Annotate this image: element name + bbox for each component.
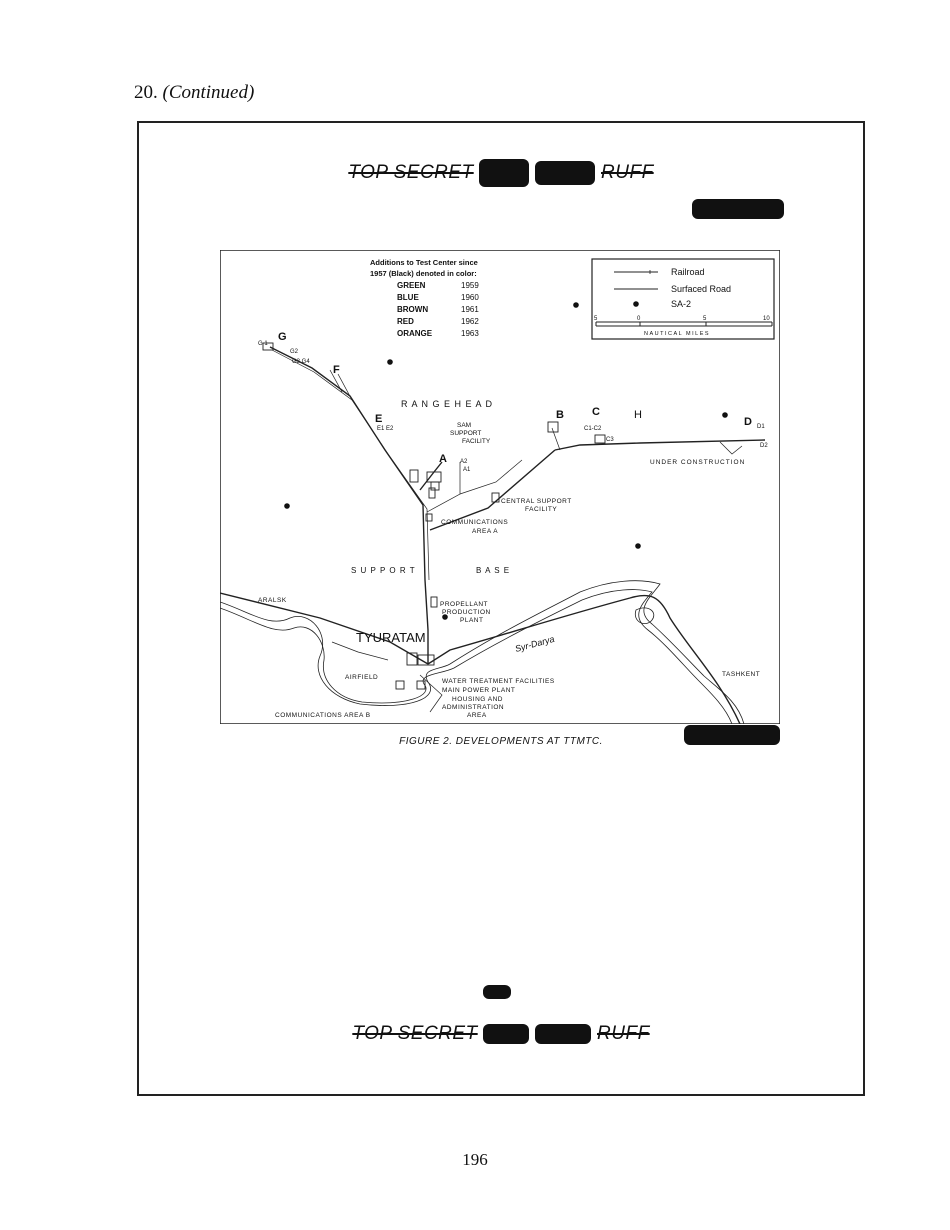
document-frame: [137, 121, 865, 1096]
classification-codeword: RUFF: [601, 162, 654, 184]
label-F: F: [333, 364, 340, 376]
label-tashkent: TASHKENT: [722, 671, 761, 678]
legend-color: BLUE: [397, 293, 419, 302]
label-sam: SAM: [457, 422, 472, 429]
roads: [272, 350, 742, 712]
label-water: WATER TREATMENT FACILITIES: [442, 678, 555, 685]
label-C1C2: C1-C2: [584, 426, 602, 432]
figure-caption: FIGURE 2. DEVELOPMENTS AT TTMTC.: [399, 736, 603, 747]
label-airfield: AIRFIELD: [345, 674, 379, 681]
label-power: MAIN POWER PLANT: [442, 687, 516, 694]
legend-color: RED: [397, 317, 414, 326]
label-C: C: [592, 406, 600, 418]
label-C3: C3: [606, 437, 614, 443]
label-comm-A: COMMUNICATIONS: [441, 519, 509, 526]
redaction-mark: [535, 1024, 591, 1044]
redaction-block: [483, 985, 511, 999]
label-H: H: [634, 409, 642, 421]
legend-year: 1962: [461, 317, 479, 326]
map-labels: [258, 331, 768, 719]
label-central-support: FACILITY: [525, 506, 558, 513]
scale-tick: 10: [763, 316, 770, 322]
redaction-mark: [483, 1024, 529, 1044]
sa2-symbol: [633, 301, 639, 307]
legend-year: 1961: [461, 305, 479, 314]
section-continued: (Continued): [162, 82, 255, 103]
label-propellant: PRODUCTION: [442, 609, 491, 616]
facility-C3: [595, 435, 605, 443]
label-housing: AREA: [467, 712, 487, 719]
label-G3G4: G3 G4: [292, 359, 310, 365]
sa2-site: [284, 503, 290, 509]
label-central-support: CENTRAL SUPPORT: [501, 498, 572, 505]
legend-year: 1959: [461, 281, 479, 290]
map-key: [592, 259, 774, 339]
label-sam: FACILITY: [462, 438, 491, 445]
label-sam: SUPPORT: [450, 430, 482, 437]
sa2-site: [722, 412, 728, 418]
label-under-construction: UNDER CONSTRUCTION: [650, 459, 746, 466]
section-number: 20.: [134, 82, 158, 103]
scale-unit: NAUTICAL MILES: [644, 331, 711, 337]
facility-A: [427, 472, 441, 482]
key-road: Surfaced Road: [671, 284, 732, 294]
legend-title: Additions to Test Center since: [370, 258, 478, 267]
legend-title: 1957 (Black) denoted in color:: [370, 269, 477, 278]
label-rangehead: R A N G E H E A D: [401, 399, 494, 409]
label-comm-A: AREA A: [472, 528, 499, 535]
redaction-mark: [479, 159, 529, 187]
scale-tick: 5: [594, 316, 598, 322]
legend-year: 1963: [461, 329, 479, 338]
redaction-block: [692, 199, 784, 219]
label-syr-darya: Syr-Darya: [513, 633, 556, 654]
redaction-mark: [535, 161, 595, 185]
legend-color: GREEN: [397, 281, 426, 290]
page-number: 196: [462, 1150, 488, 1169]
section-heading: [134, 82, 254, 104]
legend-color: ORANGE: [397, 329, 433, 338]
label-G: G: [278, 331, 287, 343]
scale-tick: 5: [703, 316, 707, 322]
label-A: A: [439, 453, 447, 465]
legend-year: 1960: [461, 293, 479, 302]
label-B: B: [556, 409, 564, 421]
label-propellant: PLANT: [460, 617, 484, 624]
label-D1: D1: [757, 424, 765, 430]
classification-header: [139, 159, 863, 187]
key-sa2: SA-2: [671, 299, 692, 309]
label-comm-B: COMMUNICATIONS AREA B: [275, 712, 371, 719]
label-base: B A S E: [476, 566, 511, 575]
label-housing: ADMINISTRATION: [442, 704, 505, 711]
classification-codeword: RUFF: [597, 1023, 650, 1044]
label-support: S U P P O R T: [351, 566, 416, 575]
legend-text: [370, 258, 479, 338]
label-E: E: [375, 413, 383, 425]
scale-tick: 0: [637, 316, 641, 322]
classification-footer: [139, 1023, 863, 1045]
label-tyuratam: TYURATAM: [356, 630, 426, 645]
label-D: D: [744, 416, 752, 428]
map-border: [220, 250, 780, 724]
label-G1: G 1: [258, 341, 268, 347]
classification-level: TOP SECRET: [348, 162, 474, 184]
map-svg: [220, 250, 780, 724]
sa2-site: [387, 359, 393, 365]
sa2-site: [573, 302, 579, 308]
label-aralsk: ARALSK: [258, 597, 287, 604]
figure-map: [220, 250, 780, 724]
label-G2: G2: [290, 349, 299, 355]
label-housing: HOUSING AND: [452, 696, 504, 703]
legend-color: BROWN: [397, 305, 429, 314]
key-railroad: Railroad: [671, 267, 705, 277]
sa2-site: [635, 543, 641, 549]
facility-propellant: [431, 597, 437, 607]
classification-level: TOP SECRET: [352, 1023, 478, 1044]
label-E1E2: E1 E2: [377, 426, 394, 432]
label-propellant: PROPELLANT: [440, 601, 488, 608]
label-D2: D2: [760, 443, 768, 449]
label-A2: A2: [460, 459, 468, 465]
label-A1: A1: [463, 467, 471, 473]
